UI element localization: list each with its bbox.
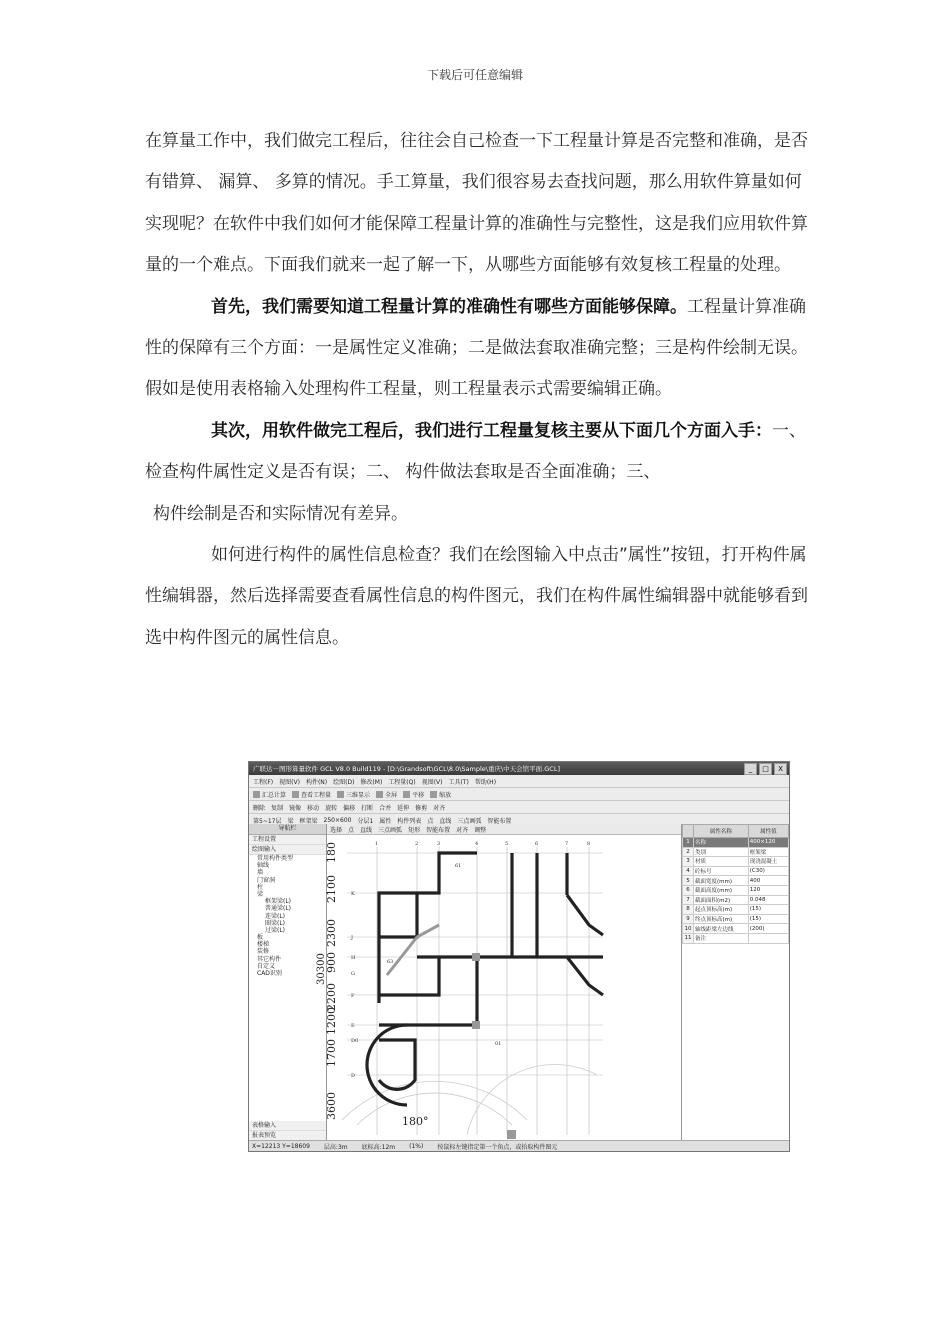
nav-item[interactable]: 梁 <box>257 890 264 898</box>
nav-section-table-input[interactable]: 表格输入 <box>249 1121 326 1131</box>
properties-button[interactable]: 属性 <box>379 817 392 825</box>
axis-number: 5 <box>505 841 509 847</box>
floor-select[interactable]: 第5~17层 <box>253 817 282 825</box>
prop-name: 类别 <box>694 847 749 857</box>
component-name-select[interactable]: 250×600 <box>323 816 352 824</box>
paragraph-2 <box>145 287 810 411</box>
smart-place-tool[interactable]: 智能布置 <box>426 826 451 834</box>
row-num: 5 <box>683 876 694 886</box>
line-tool[interactable]: 直线 <box>360 826 373 834</box>
nav-section-settings[interactable]: 工程设置 <box>249 835 326 845</box>
axis-number: 2 <box>415 841 419 847</box>
paragraph-2-bold: 首先，我们需要知道工程量计算的准确性有哪些方面能够保障。 <box>211 296 687 317</box>
paragraph-3 <box>145 411 810 494</box>
close-button[interactable]: X <box>774 763 787 775</box>
trim-button[interactable]: 修剪 <box>415 804 428 812</box>
adjust-tool[interactable]: 调整 <box>474 826 487 834</box>
nav-item[interactable]: 门窗洞 <box>257 876 276 884</box>
angle-label: 180° <box>402 1115 429 1128</box>
nav-item[interactable]: 自定义 <box>257 962 276 970</box>
rect-tool[interactable]: 矩形 <box>408 826 421 834</box>
zoom-icon <box>430 791 437 798</box>
workspace <box>249 824 789 1141</box>
maximize-button[interactable]: □ <box>759 763 772 775</box>
nav-item[interactable]: CAD识别 <box>257 970 282 977</box>
dim-label: 1200 <box>325 1007 338 1035</box>
table-icon <box>292 791 299 798</box>
select-tool[interactable]: 选择 <box>330 826 343 834</box>
axis-number: 7 <box>565 841 569 847</box>
dim-label: 2200 <box>325 983 338 1011</box>
axis-letter: G <box>351 971 355 977</box>
prop-name: 备注 <box>694 933 749 943</box>
smart-place-button[interactable]: 智能布置 <box>487 817 512 825</box>
property-table <box>682 824 789 944</box>
paragraph-2-rest: 工程量计算准确性的保障有三个方面：一是属性定义准确；二是做法套取准确完整；三是构件绘制无误。假如是使用表格输入处理构件工程量，则工程量表示式需要编辑正确。 <box>145 296 808 400</box>
nav-item[interactable]: 其它构件 <box>257 955 282 963</box>
axis-number: 1 <box>375 841 379 847</box>
nav-item[interactable]: 常用构件类型 <box>257 855 294 862</box>
toolbar-label: 平移 <box>412 791 425 799</box>
nav-section-report[interactable]: 报表预览 <box>249 1131 326 1141</box>
axis-letter: E <box>351 1023 355 1029</box>
move-button[interactable]: 移动 <box>307 804 320 812</box>
component-subtype-select[interactable]: 框架梁 <box>299 817 318 825</box>
nav-item[interactable]: 轴线 <box>257 862 270 870</box>
minimize-button[interactable]: _ <box>744 763 757 775</box>
axis-letter: J <box>351 935 354 941</box>
prop-value[interactable]: 0.048 <box>748 895 788 905</box>
nav-subitem[interactable]: 框架梁(L) <box>265 898 292 906</box>
menu-item[interactable]: 帮助(H) <box>474 778 497 786</box>
row-num: 8 <box>683 905 694 915</box>
nav-subitem[interactable]: 普通梁(L) <box>265 905 292 913</box>
merge-button[interactable]: 合并 <box>379 804 392 812</box>
dim-label: 180 <box>325 842 338 863</box>
column-blocks <box>472 953 516 1139</box>
axis-letter: D0 <box>351 1038 359 1044</box>
row-num: 10 <box>684 925 692 932</box>
menu-item[interactable]: 构件(N) <box>305 778 328 786</box>
axis-number: 6 <box>535 841 539 847</box>
toolbar-edit <box>249 801 789 814</box>
point-tool[interactable]: 点 <box>348 826 355 834</box>
status-coords: X=12213 Y=18609 <box>252 1142 310 1150</box>
dim-label: 3600 <box>325 1092 338 1120</box>
canvas-toolbar <box>327 824 681 835</box>
nav-bottom-sections <box>249 1121 326 1141</box>
status-percent: (1%) <box>409 1142 424 1150</box>
axis-number: 3 <box>437 841 441 847</box>
prop-value[interactable]: (15) <box>748 914 788 924</box>
prop-name: 材质 <box>694 857 749 867</box>
menu-item[interactable]: 视图(V) <box>279 778 300 786</box>
mirror-button[interactable]: 镜像 <box>289 804 302 812</box>
property-row[interactable] <box>683 924 789 934</box>
selected-beam <box>387 925 439 975</box>
break-button[interactable]: 打断 <box>361 804 374 812</box>
axis-letter: F <box>351 993 355 999</box>
hand-icon <box>403 791 410 798</box>
offset-button[interactable]: 偏移 <box>343 804 356 812</box>
col-num <box>683 825 694 838</box>
prop-name: 截面宽度(mm) <box>694 876 749 886</box>
line-tool-button[interactable]: 直线 <box>439 817 452 825</box>
prop-value[interactable] <box>748 933 788 943</box>
copy-button[interactable]: 复制 <box>271 804 284 812</box>
prop-value[interactable]: 现浇混凝土 <box>748 857 788 867</box>
window-titlebar <box>249 762 789 775</box>
prop-value[interactable]: (15) <box>748 905 788 915</box>
prop-value[interactable]: (200) <box>748 924 788 934</box>
status-bar <box>249 1140 789 1151</box>
arc-tool[interactable]: 三点画弧 <box>378 826 403 834</box>
nav-item[interactable]: 柱 <box>257 883 264 891</box>
prop-name: 终点顶标高(m) <box>694 914 749 924</box>
point-tool-button[interactable]: 点 <box>427 817 434 825</box>
toolbar-label: 缩放 <box>439 791 452 799</box>
dim-label: 2100 <box>325 875 338 903</box>
menu-item[interactable]: 工程(F) <box>253 778 274 786</box>
component-type-select[interactable]: 梁 <box>287 817 294 825</box>
nav-section-drawing[interactable]: 绘图输入 <box>249 845 326 855</box>
fullscreen-icon <box>376 791 383 798</box>
prop-name: 砼标号 <box>694 866 749 876</box>
menu-item[interactable]: 绘图(D) <box>333 778 355 786</box>
dim-label: 2300 <box>325 919 338 947</box>
paragraph-3-tail: 构件绘制是否和实际情况有差异。 <box>153 503 408 524</box>
property-row[interactable] <box>683 905 789 915</box>
layer-select[interactable]: 分层1 <box>357 817 374 825</box>
paragraph-3-bold: 其次，用软件做完工程后，我们进行工程量复核主要从下面几个方面入手： <box>211 420 772 441</box>
menu-bar <box>249 775 789 788</box>
axis-labels <box>350 841 590 1079</box>
plan-label: 63 <box>387 959 394 965</box>
total-dim-label: 30300 <box>316 953 327 985</box>
floor-plan-drawing <box>316 835 603 1141</box>
fullscreen-button[interactable] <box>376 790 397 799</box>
prop-name: 名称 <box>694 838 749 848</box>
row-num: 6 <box>683 885 694 895</box>
menu-item[interactable]: 工程量(Q) <box>388 778 416 786</box>
paragraph-1: 在算量工作中，我们做完工程后，往往会自己检查一下工程量计算是否完整和准确，是否有错算、 漏算、 多算的情况。手工算量，我们很容易去查找问题，那么用软件算量如何实现呢？在软件中我们如何才能保障工程量计算的准确性与完整性，这是我们应用软件算量的一个难点。下面我们就来一起了解一下，从哪些方面能够有效复核工程量的处理。 <box>145 131 808 276</box>
property-row[interactable] <box>683 933 789 943</box>
prop-name: 截面高度(mm) <box>694 885 749 895</box>
nav-subitem[interactable]: 圈梁(L) <box>265 919 286 927</box>
paragraph-4: 如何进行构件的属性信息检查？我们在绘图输入中点击”属性”按钮，打开构件属性编辑器，然后选择需要查看属性信息的构件图元，我们在构件属性编辑器中就能够看到选中构件图元的属性信息。 <box>145 545 808 648</box>
row-num: 7 <box>683 895 694 905</box>
row-num: 4 <box>683 866 694 876</box>
menu-item[interactable]: 修改(M) <box>360 778 383 786</box>
component-list-button[interactable]: 构件列表 <box>397 817 422 825</box>
toolbar-main <box>249 788 789 801</box>
align-button[interactable]: 对齐 <box>433 804 446 812</box>
delete-button[interactable]: 删除 <box>253 804 266 812</box>
prop-name: 起点顶标高(m) <box>694 905 749 915</box>
rotate-button[interactable]: 旋转 <box>325 804 338 812</box>
dim-label: 1700 <box>325 1039 338 1067</box>
row-num: 9 <box>683 914 694 924</box>
property-row[interactable] <box>683 866 789 876</box>
page-header: 下载后可任意编辑 <box>426 68 523 82</box>
align-tool[interactable]: 对齐 <box>456 826 469 834</box>
axis-number: 8 <box>587 841 591 847</box>
status-floor-height: 层高:3m <box>323 1143 348 1151</box>
nav-header: 导航栏 <box>249 824 326 835</box>
property-row[interactable] <box>683 847 789 857</box>
axis-letter: D <box>351 1073 356 1079</box>
property-row[interactable] <box>683 914 789 924</box>
property-row[interactable] <box>683 876 789 886</box>
sum-calc-button[interactable] <box>253 790 286 799</box>
col-name-header: 属性名称 <box>694 825 749 838</box>
arc-tool-button[interactable]: 三点画弧 <box>457 817 482 825</box>
prop-value[interactable]: 400×120 <box>748 838 788 848</box>
property-row[interactable] <box>683 895 789 905</box>
status-base-elevation: 底标高:12m <box>361 1143 396 1151</box>
property-row[interactable] <box>683 885 789 895</box>
prop-value[interactable]: (C30) <box>748 866 788 876</box>
nav-subitem[interactable]: 连梁(L) <box>265 912 286 920</box>
toolbar-label: 全屏 <box>385 791 398 799</box>
property-row[interactable] <box>683 838 789 848</box>
property-row[interactable] <box>683 857 789 867</box>
axis-letter: K <box>351 891 355 897</box>
axis-number: 4 <box>475 841 479 847</box>
col-value-header: 属性值 <box>748 825 788 838</box>
plan-label: 01 <box>495 1041 502 1047</box>
nav-item[interactable]: 墙 <box>257 869 264 877</box>
dim-label: 900 <box>325 952 338 973</box>
zoom-button[interactable] <box>430 790 451 799</box>
property-editor <box>681 824 789 1141</box>
paragraph-3-rest: 一、 检查构件属性定义是否有误；二、 构件做法套取是否全面准确；三、 <box>145 420 806 483</box>
toolbar-label: 三维显示 <box>346 791 371 799</box>
pan-button[interactable] <box>403 790 424 799</box>
prop-value[interactable]: 120 <box>748 885 788 895</box>
row-num: 11 <box>684 935 692 942</box>
extend-button[interactable]: 延伸 <box>397 804 410 812</box>
drawing-canvas[interactable] <box>316 824 681 1141</box>
row-num: 3 <box>683 857 694 867</box>
nav-item[interactable]: 板 <box>257 934 264 942</box>
software-screenshot <box>248 761 790 1152</box>
nav-item[interactable]: 装修 <box>257 948 270 956</box>
prop-name: 截面面积(m2) <box>694 895 749 905</box>
menu-item[interactable]: 工具(T) <box>448 778 469 786</box>
article-body <box>145 121 810 659</box>
row-num: 1 <box>683 838 694 848</box>
beam-lines <box>367 853 603 1105</box>
cube-icon <box>337 791 344 798</box>
nav-item[interactable]: 楼梯 <box>257 941 270 949</box>
3d-view-button[interactable] <box>337 790 370 799</box>
calc-icon <box>253 791 260 798</box>
view-quantity-button[interactable] <box>292 790 331 799</box>
window-title: 广联达－图形算量软件 GCL V8.0 Build119 - [D:\Grandsoft\GCL\8.0\Sample\重庆\中天会馆平面.GCL] <box>253 765 560 773</box>
axis-letter: H <box>351 955 356 961</box>
prop-value[interactable]: 400 <box>748 876 788 886</box>
toolbar-label: 查看工程量 <box>301 791 332 799</box>
plan-label: 61 <box>455 863 462 869</box>
nav-subitem[interactable]: 过梁(L) <box>265 926 286 934</box>
toolbar-label: 汇总计算 <box>262 791 287 799</box>
prop-name: 轴线距梁左边线 <box>694 924 749 934</box>
row-num: 2 <box>683 847 694 857</box>
prop-value[interactable]: 框架梁 <box>748 847 788 857</box>
menu-item[interactable]: 视图(V) <box>421 778 443 786</box>
grid-lines <box>347 847 603 1135</box>
status-hint: 按鼠标左键指定第一个角点，或拾取构件图元 <box>437 1143 558 1151</box>
